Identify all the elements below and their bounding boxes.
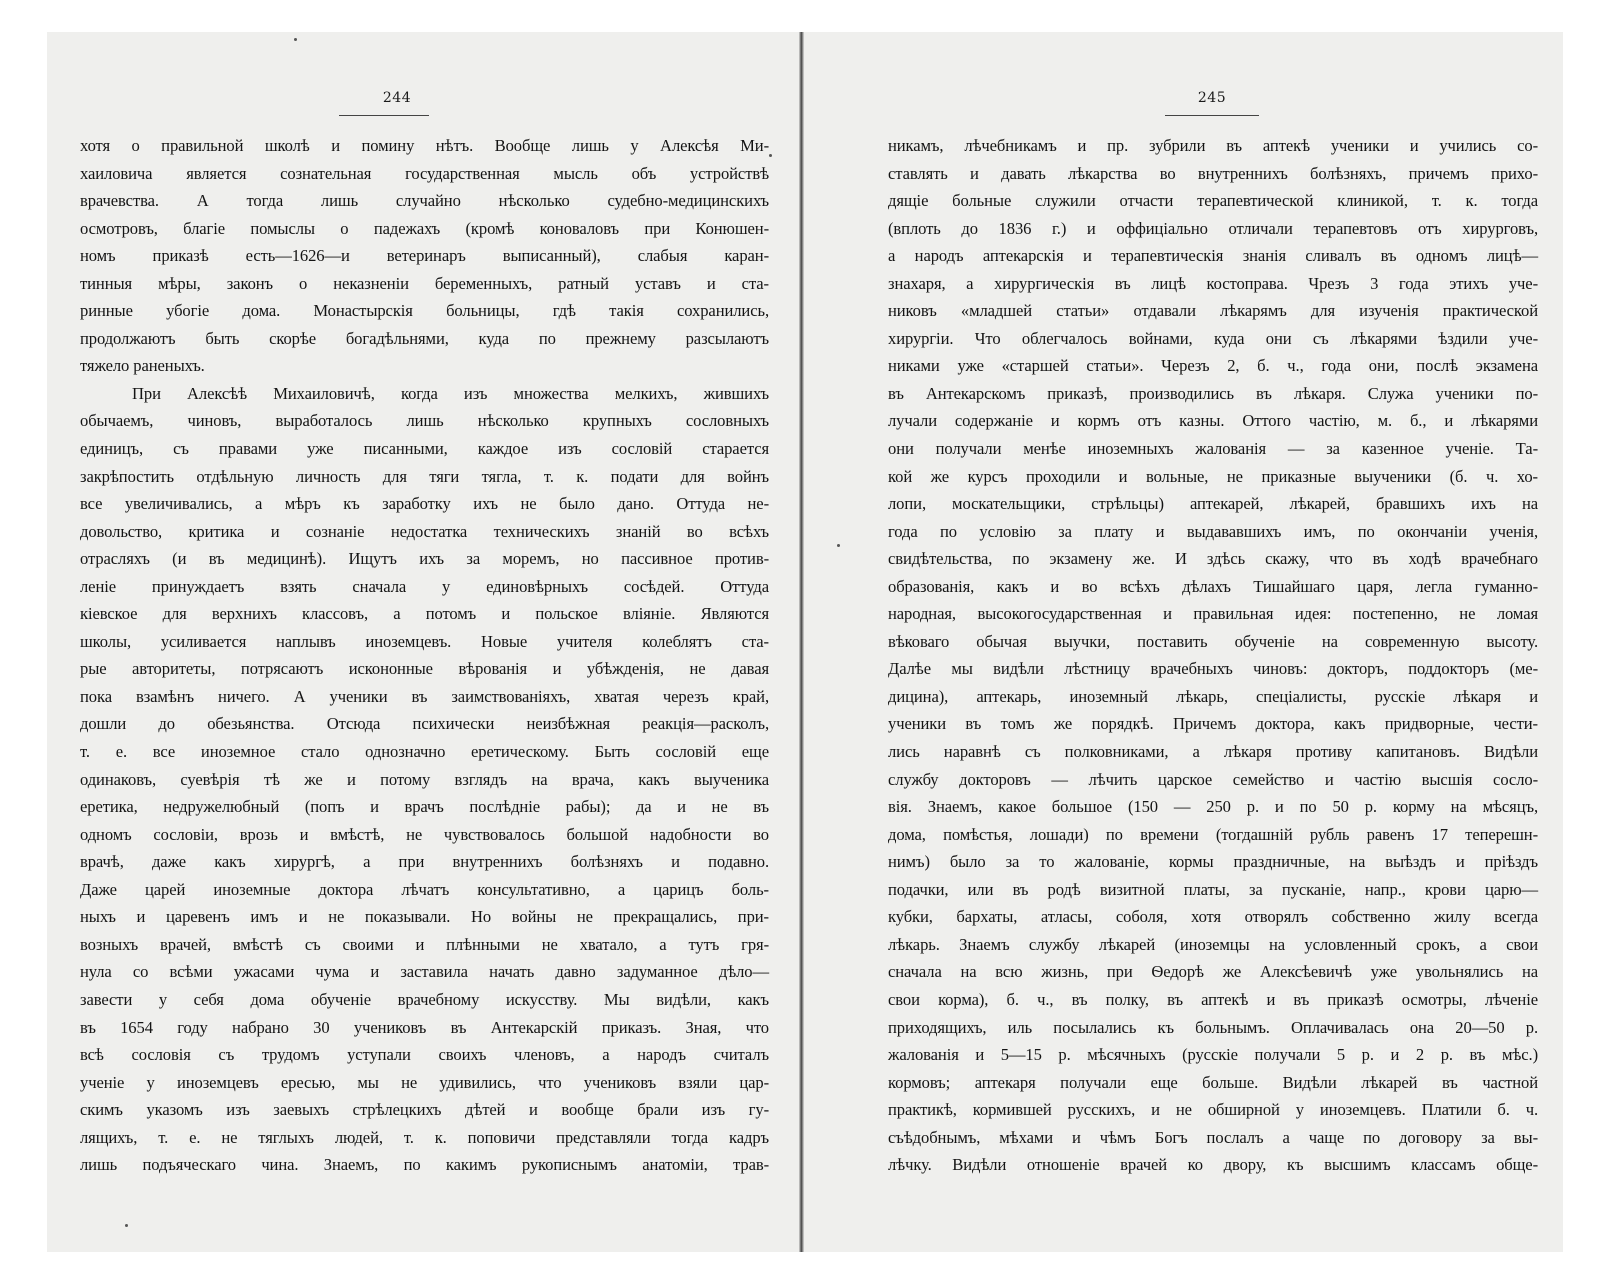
text-line: они получали менѣе иноземныхъ жалованія — за казенное ученіе. Та- — [888, 439, 1538, 459]
text-line: лучали содержаніе и кормъ отъ казны. Оттого частію, м. б., и лѣкарями — [888, 411, 1538, 431]
text-line: Даже царей иноземные доктора лѣчатъ консультативно, а царицъ боль- — [80, 879, 769, 899]
text-line: ученики въ томъ же порядкѣ. Причемъ доктора, какъ придворные, чести- — [888, 714, 1538, 734]
text-line: въ 1654 году набрано 30 учениковъ въ Антекарскій приказъ. Зная, что — [80, 1017, 769, 1037]
text-line: закрѣпостить отдѣльную личность для тяги тягла, т. к. подати для войнъ — [80, 466, 769, 486]
book-gutter — [799, 32, 804, 1252]
text-line: обычаемъ, чиновъ, выработалось лишь нѣсколько крупныхъ сословныхъ — [80, 411, 769, 431]
text-line: съѣдобнымъ, мѣхами и чѣмъ Богъ послалъ а чаще по договору за вы- — [888, 1127, 1538, 1147]
body-text — [80, 132, 769, 1179]
text-line: образованія, какъ и во всѣхъ дѣлахъ Тишайшаго царя, легла гуманно- — [888, 576, 1538, 596]
text-line: все увеличивались, а мѣръ къ заработку ихъ не было дано. Оттуда не- — [80, 494, 769, 514]
scan-speck — [769, 154, 772, 157]
scan-speck — [294, 38, 297, 41]
text-line: тяжело раненыхъ. — [80, 356, 205, 376]
header-rule — [1165, 115, 1259, 116]
text-line: а народъ аптекарскія и терапевтическія знанія сливалъ въ одномъ лицѣ— — [888, 246, 1538, 266]
text-line: еретика, недружелюбный (попъ и врачъ послѣдніе рабы); да и не въ — [80, 797, 769, 817]
text-line: сначала на всю жизнь, при Ѳедорѣ же Алексѣевичѣ уже увольнялись на — [888, 962, 1538, 982]
text-line: хотя о правильной школѣ и помину нѣтъ. Вообще лишь у Алексѣя Ми- — [80, 136, 769, 155]
text-line: леніе принуждаетъ взять сначала у единовѣрныхъ сосѣдей. Оттуда — [80, 576, 769, 596]
text-line: нимъ) было за то жалованіе, кормы праздничные, на выѣздъ и пріѣздъ — [888, 852, 1538, 872]
text-line: номъ приказѣ есть—1626—и ветеринаръ выписанный), слабыя каран- — [80, 246, 769, 266]
text-line: подачки, или въ родѣ визитной платы, за пусканіе, напр., крови царю— — [888, 879, 1538, 899]
text-line: отрасляхъ (и въ медицинѣ). Ищутъ ихъ за моремъ, но пассивное против- — [80, 549, 769, 569]
text-line: продолжаютъ быть скорѣе богадѣльнями, куда по прежнему разсылаютъ — [80, 328, 769, 348]
right-page — [805, 32, 1563, 1252]
text-line: дома, помѣстья, лошади) по времени (тогдашній рубль равенъ 17 теперешн- — [888, 824, 1538, 844]
text-line: практикѣ, кормившей русскихъ, и не обширной у иноземцевъ. Платили б. ч. — [888, 1100, 1538, 1120]
text-line: ставлять и давать лѣкарства во внутреннихъ болѣзняхъ, причемъ прихо- — [888, 163, 1538, 183]
text-line: завести у себя дома обученіе врачебному искусству. Мы видѣли, какъ — [80, 989, 769, 1009]
text-line: При Алексѣѣ Михаиловичѣ, когда изъ множества мелкихъ, жившихъ — [132, 383, 769, 403]
book-spread-scan — [47, 32, 1563, 1252]
text-line: единицъ, съ правами уже писанными, каждое изъ сословій старается — [80, 439, 769, 459]
text-line: одинаковъ, суевѣрія тѣ же и потому взглядъ на врача, какъ выученика — [80, 769, 769, 789]
text-line: осмотровъ, благіе помыслы о падежахъ (кромѣ коноваловъ при Конюшен- — [80, 218, 769, 238]
text-line: никами уже «старшей статьи». Черезъ 2, б. ч., года они, послѣ экзамена — [888, 356, 1538, 376]
text-line: возныхъ врачей, вмѣстѣ съ своими и плѣнными не хватало, а тутъ гря- — [80, 934, 769, 954]
text-line: лись наравнѣ съ полковниками, а лѣкаря противу капитановъ. Видѣли — [888, 742, 1538, 762]
page-number: 245 — [1197, 90, 1227, 106]
text-line: дицина), аптекарь, иноземный лѣкарь, спеціалисты, русскіе лѣкаря и — [888, 686, 1538, 706]
text-line: ринные убогіе дома. Монастырскія больницы, гдѣ такія сохранились, — [80, 301, 769, 321]
text-line: врачевства. А тогда лишь случайно нѣсколько судебно-медицинскихъ — [80, 191, 769, 211]
text-line: службу докторовъ — лѣчить царское семейство и частію высшія сосло- — [888, 769, 1538, 789]
text-line: вія. Знаемъ, какое большое (150 — 250 р. и по 50 р. корму на мѣсяцъ, — [888, 797, 1538, 817]
text-line: хаиловича является сознательная государственная мысль объ устройствѣ — [80, 163, 769, 183]
text-line: никовъ «младшей статьи» отдавали лѣкарямъ для изученія практической — [888, 301, 1538, 321]
text-line: жалованія и 5—15 р. мѣсячныхъ (русскіе получали 5 р. и 2 р. въ мѣс.) — [888, 1045, 1538, 1065]
text-line: рые авторитеты, потрясаютъ искононные вѣрованія и убѣжденія, не давая — [80, 659, 769, 679]
text-line: всѣ сословія съ трудомъ уступали своихъ членовъ, а народъ считалъ — [80, 1045, 769, 1065]
text-line: лѣчку. Видѣли отношеніе врачей ко двору, къ высшимъ классамъ обще- — [888, 1155, 1538, 1175]
text-line: (вплоть до 1836 г.) и оффиціально отличали терапевтовъ отъ хирурговъ, — [888, 218, 1538, 238]
text-line: въ Антекарскомъ приказѣ, производились въ лѣкаря. Служа ученики по- — [888, 383, 1538, 403]
left-page — [47, 32, 799, 1252]
text-line: тинныя мѣры, законъ о неказненіи беременныхъ, ратный уставъ и ста- — [80, 273, 769, 293]
text-line: одномъ сословіи, врозь и вмѣстѣ, не чувствовалось большой надобности во — [80, 824, 769, 844]
text-line: врачѣ, даже какъ хирургѣ, а при внутреннихъ болѣзняхъ и подавно. — [80, 852, 769, 872]
text-line: вѣковаго обычая выучки, поставить обученіе на современную высоту. — [888, 631, 1538, 651]
text-line: пока взамѣнъ ничего. А ученики въ заимствованіяхъ, хватая черезъ край, — [80, 686, 769, 706]
scan-speck — [125, 1224, 128, 1227]
text-line: нула со всѣми ужасами чума и заставила начать давно задуманное дѣло— — [80, 962, 769, 982]
text-line: народная, высокогосударственная и правильная идея: постепенно, не ломая — [888, 604, 1538, 624]
text-line: никамъ, лѣчебникамъ и пр. зубрили въ аптекѣ ученики и учились со- — [888, 136, 1538, 155]
text-line: Далѣе мы видѣли лѣстницу врачебныхъ чиновъ: докторъ, поддокторъ (ме- — [888, 659, 1538, 679]
text-line: скимъ указомъ изъ заевыхъ стрѣлецкихъ дѣтей и вообще брали изъ гу- — [80, 1100, 769, 1120]
body-text — [888, 132, 1538, 1179]
text-line: т. е. все иноземное стало однозначно еретическому. Быть сословій еще — [80, 742, 769, 762]
header-rule — [339, 115, 429, 116]
text-line: ученіе у иноземцевъ ересью, мы не удивились, что учениковъ взяли цар- — [80, 1072, 769, 1092]
text-line: дошли до обезьянства. Отсюда психически неизбѣжная реакція—расколъ, — [80, 714, 769, 734]
text-line: кой же курсъ проходили и вольные, не приказные выученики (б. ч. хо- — [888, 466, 1538, 486]
text-line: хирургіи. Что облегчалось войнами, куда они съ лѣкарями ѣздили уче- — [888, 328, 1538, 348]
text-line: знахаря, а хирургическія въ лицѣ костоправа. Чрезъ 3 года этихъ уче- — [888, 273, 1538, 293]
text-line: лопи, москательщики, стрѣльцы) аптекарей, лѣкарей, бравшихъ ихъ на — [888, 494, 1538, 514]
text-line: свидѣтельства, по экзамену же. И здѣсь скажу, что въ ходѣ врачебнаго — [888, 549, 1538, 569]
text-line: довольство, критика и сознаніе недостатка техническихъ знаній во всѣхъ — [80, 521, 769, 541]
text-line: лящихъ, т. е. не тяглыхъ людей, т. к. поповичи представляли тогда кадръ — [80, 1127, 769, 1147]
page-number: 244 — [382, 90, 412, 106]
text-line: года по условію за плату и выдававшихъ имъ, по окончаніи ученія, — [888, 521, 1538, 541]
text-line: кіевское для верхнихъ классовъ, а потомъ и польское вліяніе. Являются — [80, 604, 769, 624]
text-line: кормовъ; аптекаря получали еще больше. Видѣли лѣкарей въ частной — [888, 1072, 1538, 1092]
text-line: лишь подъяческаго чина. Знаемъ, по какимъ рукописнымъ анатоміи, трав- — [80, 1155, 769, 1175]
scan-speck — [837, 544, 840, 547]
text-line: кубки, бархаты, атласы, соболя, хотя отворялъ собственно жилу всегда — [888, 907, 1538, 927]
text-line: лѣкарь. Знаемъ службу лѣкарей (иноземцы на условленный срокъ, а свои — [888, 934, 1538, 954]
text-line: свои корма), б. ч., въ полку, въ аптекѣ и въ приказѣ осмотры, лѣченіе — [888, 989, 1538, 1009]
text-line: ныхъ и царевенъ имъ и не показывали. Но войны не прекращались, при- — [80, 907, 769, 927]
text-line: школы, усиливается наплывъ иноземцевъ. Новые учителя колеблятъ ста- — [80, 631, 769, 651]
text-line: дящіе больные служили отчасти терапевтической клиникой, т. к. тогда — [888, 191, 1538, 211]
text-line: приходящихъ, иль посылались къ больнымъ. Оплачивалась она 20—50 р. — [888, 1017, 1538, 1037]
